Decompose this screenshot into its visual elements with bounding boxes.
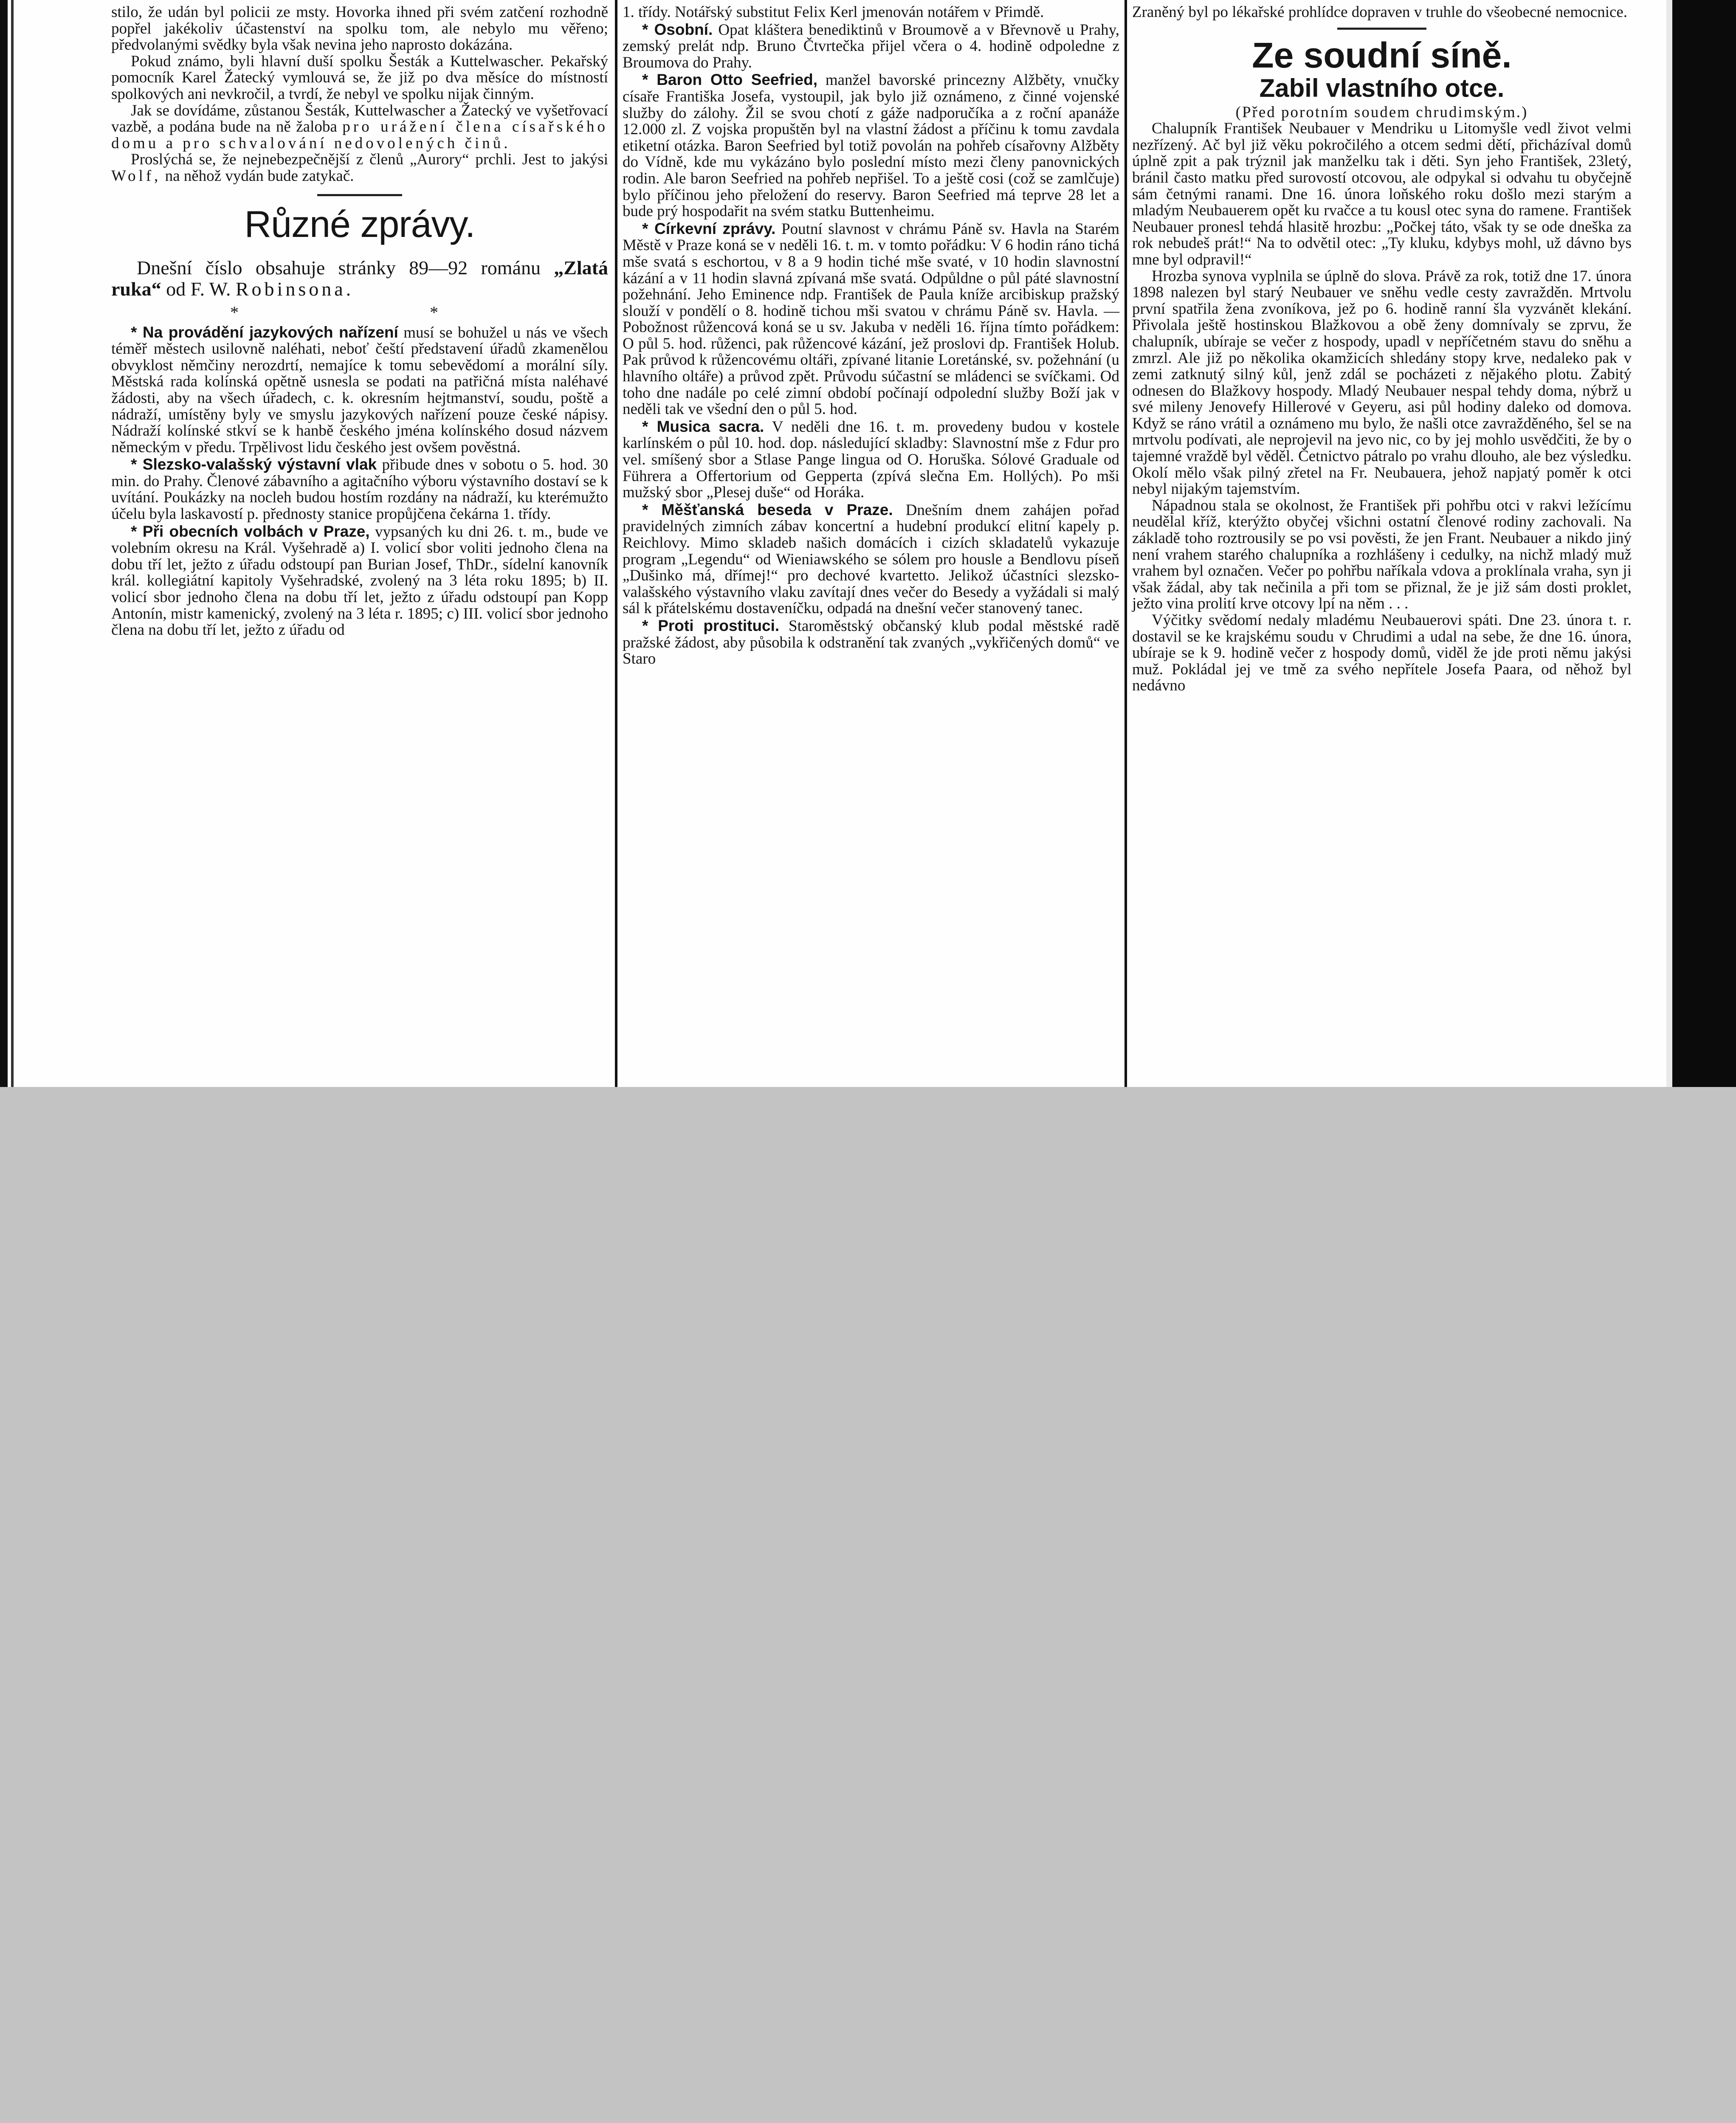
col3-paragraph-4: Nápadnou stala se okolnost, že František při pohřbu otci v rakvi ležícímu neudělal kříž, kterýžto obyčej všichni ostatní členové rodiny zachovali. Na základě toho roztrousily se po vsi pověsti, že jen Frant. Neubauer a nikdo jiný není vrahem starého chalupníka a rozhlášeny i cedulky, na nichž mladý muž vrahem byl označen. Večer po pohřbu naříkala vdova a proklínala vraha, syn ji však žádal, aby tak nečinila a při tom se přiznal, že je již sám dosti proklet, ježto vina prolití krve otcovy lpí na něm . . . xyxy=(1132,496,1632,613)
col1-news-3 xyxy=(111,524,608,639)
col2-news-4-text: V neděli dne 16. t. m. provedeny budou v kostele karlínském o půl 10. hod. dop. následující skladby: Slavnostní mše z Fdur pro vel. smíšený sbor a Stlase Pange lingua od O. Horuška. Sólové Graduale od Führera a Offertorium od Gepperta (zpívá slečna Em. Hollých). Po mši mužský sbor „Plesej duše“ od Horáka. xyxy=(623,418,1119,501)
col2-news-4-title: * Musica sacra. xyxy=(642,417,764,435)
scan-left-edge xyxy=(0,0,8,1087)
col2-news-2 xyxy=(623,72,1119,220)
col1-lead-novel-title: „Zlatá ruka“ xyxy=(111,256,608,300)
col2-news-2-title: * Baron Otto Seefried, xyxy=(642,71,818,89)
col2-news-1-title: * Osobní. xyxy=(642,20,713,38)
column-rule-1 xyxy=(615,0,617,1087)
asterism: * * xyxy=(230,302,532,322)
col2-news-3-title: * Církevní zprávy. xyxy=(642,220,776,237)
col1-wolf-name: Wolf, xyxy=(111,167,161,185)
col1-lead-a: Dnešní číslo obsahuje stránky 89—92 románu xyxy=(137,256,541,279)
col1-paragraph-2: Pokud známo, byli hlavní duší spolku Šesták a Kuttelwascher. Pekařský pomocník Karel Žatecký vymlouvá se, že již po dva měsíce do místností spolkových ani nevkročil, a tvrdí, že nebyl ve spolku nijak činným. xyxy=(111,52,608,103)
scan-left-edge-line xyxy=(11,0,14,1087)
article-heading-zabil-otce: Zabil vlastního otce. xyxy=(1259,73,1505,102)
col1-lead-c: od F. W. xyxy=(166,278,231,300)
column-1 xyxy=(111,4,608,639)
col2-news-6-title: * Proti prostituci. xyxy=(642,617,780,634)
col1-news-2-text: přibude dnes v sobotu o 5. hod. 30 min. do Prahy. Členové zábavního a agitačního výboru výstavního dostaví se k uvítání. Poukázky na nocleh budou hostím rozdány na nádraží, ku kterémužto účelu byla laskavostí p. přednosty stanice propůjčena čekárna 1. třídy. xyxy=(111,456,608,523)
col1-charge-text: pro urážení člena císařského domu a pro schvalování nedovolených činů. xyxy=(111,118,608,152)
column-3 xyxy=(1132,4,1632,694)
section-heading-ze-soudni-sine: Ze soudní síně. xyxy=(1252,35,1512,75)
col2-news-5-title: * Měšťanská beseda v Praze. xyxy=(642,501,893,518)
col3-paragraph-2: Chalupník František Neubauer v Mendriku u Litomyšle vedl život velmi nezřízený. Ač byl již věku pokročilého a otcem sedmi dětí, přicházíval domů úplně zpit a pak trýznil jak manželku tak i děti. Syn jeho František, 23letý, bránil často matku před surovostí otcovou, ale odpykal si odvahu tu obyčejně sám četnými ranami. Dne 16. února loňského roku došlo mezi starým a mladým Neubauerem opět ku rvačce a tu kousl otec syna do ramene. František Neubauer pronesl tehdá hlasitě hrozbu: „Počkej táto, však ty se ode dneška za rok nebudeš prát!“ Na to odvětil otec: „Ty kluku, kdybys mohl, už dávno bys mne byl odpravil!“ xyxy=(1132,120,1632,268)
section-divider xyxy=(317,194,402,196)
section-heading-ruzne-zpravy: Různé zprávy. xyxy=(244,203,475,245)
col2-news-6 xyxy=(623,618,1119,667)
col1-paragraph-4-c: na něhož vydán bude zatykač. xyxy=(165,167,354,185)
col1-paragraph-1: stilo, že udán byl policii ze msty. Hovorka ihned při svém zatčení rozhodně popřel jakékoliv účastenství na spolku tom, ale nebylo mu věřeno; předvolanými svědky byla však nevina jeho naprosto dokázána. xyxy=(111,3,608,54)
court-subtitle: (Před porotním soudem chrudimským.) xyxy=(1235,103,1528,121)
col1-news-2-title: * Slezsko-valašský výstavní vlak xyxy=(131,456,377,473)
col2-news-1-text: Opat kláštera benediktinů v Broumově a v Břevnově u Prahy, zemský prelát ndp. Bruno Čtvrtečka přijel včera o 4. hodině odpoledne z Broumova do Prahy. xyxy=(623,21,1120,71)
column-rule-2 xyxy=(1124,0,1127,1087)
col2-news-1 xyxy=(623,22,1119,71)
column-2 xyxy=(623,4,1119,667)
col2-news-5-text: Dnešním dnem zahájen pořad pravidelných zimních zábav koncertní a hudební produkcí elitní kapely p. Reichlovy. Mimo skladeb našich domácích i cizích skladatelů vykazuje program „Legendu“ od Wieniawského se sólem pro housle a Bendlovu píseň „Dušinko má, dřímej!“ pro dechové kvartetto. Jelikož účastníci slezsko-valašského výstavního vlaku zavítají dnes večer do Besedy a vyžádali si malý sál k přátelskému dostaveníčku, odpadá na dnešní večer stanovený tanec. xyxy=(623,501,1119,617)
col1-paragraph-4-a: Proslýchá se, že nejnebezpečnější z členů „Aurory“ prchli. Jest to jakýsi xyxy=(131,151,608,169)
col1-news-2 xyxy=(111,456,608,522)
col2-news-2-text: manžel bavorské princezny Alžběty, vnučky císaře Františka Josefa, vystoupil, jak bylo již oznámeno, z činné vojenské služby do zálohy. Žil se svou chotí z gáže nadporučíka a z roční apanáže 12.000 zl. Z vojska propuštěn byl na vlastní žádost a příčinu k tomu zavdala etiketní otázka. Baron Seefried byl totiž povolán na pohřeb císařovny Alžběty do Vídně, kde mu vykázáno bylo poslední místo mezi členy panovnických rodin. Ale baron Seefried na pohřeb nepřišel. To a ještě cosi (což se zamlčuje) bylo příčinou jeho přeložení do reservy. Baron Seefried má teprve 28 let a bude prý hospodařit na svém statku Buttenheimu. xyxy=(623,71,1120,220)
col1-news-1-title: * Na provádění jazykových nařízení xyxy=(131,323,398,341)
col1-paragraph-3 xyxy=(111,103,608,152)
col3-paragraph-3: Hrozba synova vyplnila se úplně do slova. Právě za rok, totiž dne 17. února 1898 nalezen byl starý Neubauer ve sněhu vedle cesty zavražděn. Mrtvolu první spatřila žena zvoníkova, jež po 6. hodině ranní šla vyzvánět klekání. Přivolala ještě hostinskou Blažkovou a obě ženy domnívaly se zprvu, že chalupník, ubíraje se večer z hospody, upadl v nepříčetném stavu do sněhu a zmrzl. Ale již po několika okamžicích shledány stopy krve, nedaleko pak v zemi zatknutý silný kůl, jenž zdál se pocházeti z nějakého plotu. Zabitý odnesen do Blažkovy hospody. Mladý Neubauer nespal tehdy doma, nýbrž u své mileny Jenovefy Hillerové v Geyeru, asi půl hodiny daleko od domova. Když se ráno vrátil a oznámeno mu bylo, že našli otce zavražděného, šel se na mrtvolu podívati, ale neprojevil na jevo nic, co by jej mohlo usvědčiti, že by o tajemné vraždě byl věděl. Četnictvo pátralo po vrahu dlouho, ale bez výsledku. Okolí mělo však pilný zřetel na Fr. Neubauera, jehož napjatý poměr k otci nebyl nijakým tajemstvím. xyxy=(1132,267,1632,498)
section-divider-2 xyxy=(1337,28,1426,30)
col2-news-4 xyxy=(623,419,1119,501)
col1-news-1 xyxy=(111,324,608,456)
col3-paragraph-5: Výčitky svědomí nedaly mladému Neubauerovi spáti. Dne 23. února t. r. dostavil se ke krajskému soudu v Chrudimi a udal na sebe, že dne 16. února, ubíraje se k 9. hodině večer z hospody domů, viděl že jde proti němu jakýsi muž. Pokládal jej ve tmě za svého nepřítele Josefa Paara, od něhož byl nedávno xyxy=(1132,611,1632,695)
col1-paragraph-4 xyxy=(111,152,608,184)
col3-paragraph-1: Zraněný byl po lékařské prohlídce dopraven v truhle do všeobecné nemocnice. xyxy=(1132,3,1628,21)
col2-paragraph-1: 1. třídy. Notářský substitut Felix Kerl jmenován notářem v Přimdě. xyxy=(623,3,1044,21)
col2-news-3-text: Poutní slavnost v chrámu Páně sv. Havla na Starém Městě v Praze koná se v neděli 16. t. m. v tomto pořádku: V 6 hodin ráno tichá mše svatá s eschortou, v 8 a 9 hodin tiché mše svaté, v 10 hodin slavnostní kázání a v 11 hodin slavná zpívaná mše svatá. Odpůldne o půl páté slavnostní požehnání. Jeho Eminence ndp. František de Paula kníže arcibiskup pražský slouží v pondělí o 8. hodině tichou mši svatou v chrámu Páně sv. Havla. — Pobožnost růžencová koná se u sv. Jakuba v neděli 16. října tímto pořádkem: O půl 5. hod. růženci, pak růžencové kázání, jež proslovi dp. František Holub. Pak průvod k růžencovému oltáři, zpívané litanie Loretánské, sv. požehnání (u hlavního oltáře) a průvod zpět. Průvodu súčastní se mládenci se svíčkami. Od toho dne nadále po celé zimní období počínají odpolední služby Boží jak v neděli tak ve všední den o půl 5. hod. xyxy=(623,220,1119,418)
col1-lead-notice xyxy=(111,257,608,300)
col2-news-5 xyxy=(623,502,1119,617)
col1-news-3-title: * Při obecních volbách v Praze, xyxy=(131,522,370,540)
col1-paragraph-3-a: Jak se dovídáme, zůstanou Šesták, Kuttelwascher a Žatecký ve vyšetřovací vazbě, a podána bude na ně žaloba xyxy=(111,101,608,136)
col1-lead-author: Robinsona. xyxy=(235,278,354,300)
col2-news-3 xyxy=(623,221,1119,418)
col2-news-6-text: Staroměstský občanský klub podal městské radě pražské žádost, aby působila k odstranění tak zvaných „vykřičených domů“ ve Staro xyxy=(623,617,1119,668)
scan-right-margin xyxy=(1666,0,1672,1087)
scan-right-edge xyxy=(1672,0,1736,1087)
col1-news-1-text: musí se bohužel u nás ve všech téměř městech usilovně naléhati, neboť čeští představení úřadů zkamenělou obvyklost němčiny nerozdrtí, nemajíce k tomu sebevědomí a morální síly. Městská rada kolínská opětně usnesla se podati na patřičná místa naléhavé žádosti, aby na všech úřadech, c. k. okresním hejtmanství, soudu, poště a nádraží, umístěny byly ve smyslu jazykových nařízení pouze české nápisy. Nádraží kolínské stkví se k hanbě českého jména kolínského dosud názvem německým v předu. Trpělivost lidu českého jest ovšem pověstná. xyxy=(111,324,609,456)
col1-news-3-text: vypsaných ku dni 26. t. m., bude ve volebním okresu na Král. Vyšehradě a) I. volicí sbor voliti jednoho člena na dobu tří let, ježto z úřadu odstoupí pan Burian Josef, ThDr., sídelní kanovník král. kollegiátní kapitoly Vyšehradské, zvolený na 3 léta roku 1895; b) II. volicí sbor jednoho člena na dobu tří let, ježto z úřadu odstoupí pan Kopp Antonín, mistr kamenický, zvolený na 3 léta r. 1895; c) III. volicí sbor jednoho člena na dobu tří let, ježto z úřadu od xyxy=(111,523,608,639)
